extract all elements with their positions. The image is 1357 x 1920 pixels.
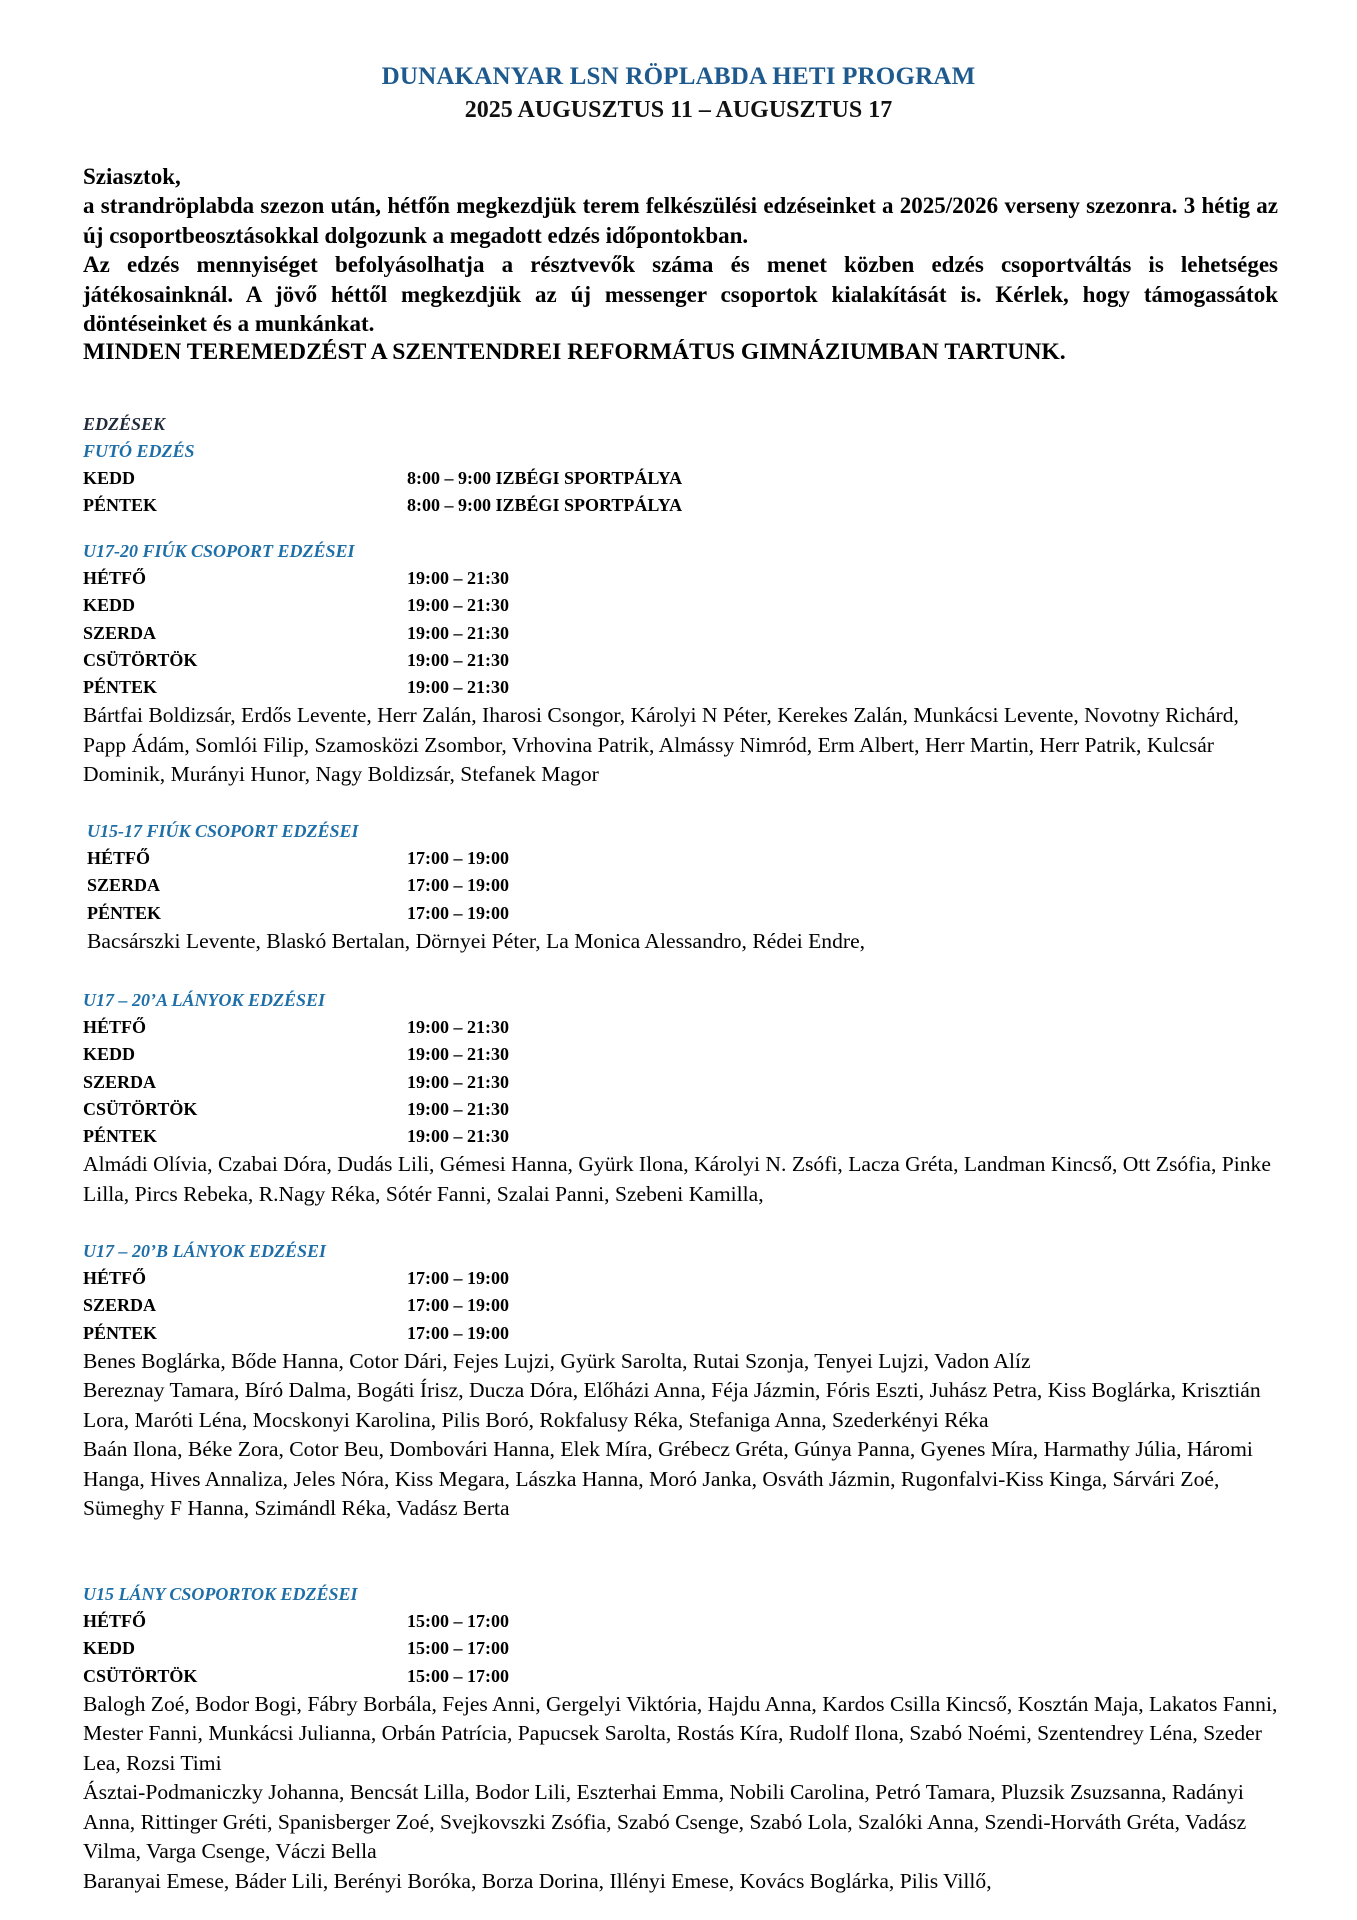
roster-paragraph: Balogh Zoé, Bodor Bogi, Fábry Borbála, Fejes Anni, Gergelyi Viktória, Hajdu Anna, Kardos Csilla Kincső, Kosztán Maja, Lakatos Fanni, Mester Fanni, Munkácsi Julianna, Orbán Patrícia, Papucsek Sarolta, Rostás Kíra, Rudolf Ilona, Szabó Noémi, Szentendrey Léna, Szeder Lea, Rozsi Timi xyxy=(83,1691,1278,1775)
schedule-row xyxy=(83,1096,1283,1123)
intro-greeting: Sziasztok, xyxy=(83,164,181,189)
schedule-row xyxy=(83,1320,1283,1347)
schedule-row xyxy=(83,1014,1283,1041)
section-u17-20b-girls xyxy=(83,1238,1283,1524)
trainings-heading: EDZÉSEK xyxy=(83,414,166,434)
schedule-row xyxy=(83,565,1283,592)
schedule-time: 17:00 – 19:00 xyxy=(407,1322,509,1343)
section-title-u15-girls: U15 LÁNY CSOPORTOK EDZÉSEI xyxy=(83,1584,358,1604)
schedule-row xyxy=(83,1663,1283,1690)
schedule-day: HÉTFŐ xyxy=(83,1268,147,1288)
schedule-day: SZERDA xyxy=(83,622,157,643)
schedule-row xyxy=(83,492,1283,519)
schedule-time: 19:00 – 21:30 xyxy=(407,677,509,698)
roster-paragraph: Baranyai Emese, Báder Lili, Berényi Boróka, Borza Dorina, Illényi Emese, Kovács Boglárka, Pilis Villő, xyxy=(83,1868,992,1893)
section-u15-girls xyxy=(83,1581,1283,1896)
schedule-time: 17:00 – 19:00 xyxy=(407,1268,509,1288)
schedule-row xyxy=(83,1041,1283,1068)
schedule-day: HÉTFŐ xyxy=(83,568,147,588)
roster xyxy=(83,1150,1283,1209)
schedule-time: 19:00 – 21:30 xyxy=(407,1071,509,1092)
schedule-time: 19:00 – 21:30 xyxy=(407,1126,509,1147)
schedule-day: PÉNTEK xyxy=(87,902,162,923)
schedule-day: KEDD xyxy=(83,468,136,488)
schedule-day: PÉNTEK xyxy=(83,1126,158,1147)
schedule-row xyxy=(87,845,1287,872)
roster-paragraph: Benes Boglárka, Bőde Hanna, Cotor Dári, Fejes Lujzi, Gyürk Sarolta, Rutai Szonja, Tenyei Lujzi, Vadon Alíz xyxy=(83,1348,1031,1373)
schedule-row xyxy=(83,592,1283,619)
section-u15-17-boys xyxy=(87,818,1287,956)
schedule-time: 17:00 – 19:00 xyxy=(407,875,509,896)
section-title-u15-17-boys: U15-17 FIÚK CSOPORT EDZÉSEI xyxy=(87,821,359,841)
roster-paragraph: Bártfai Boldizsár, Erdős Levente, Herr Zalán, Iharosi Csongor, Károlyi N Péter, Kerekes Zalán, Munkácsi Levente, Novotny Richárd, Papp Ádám, Somlói Filip, Szamosközi Zsombor, Vrhovina Patrik, Almássy Nimród, Erm Albert, Herr Martin, Herr Patrik, Kulcsár Dominik, Murányi Hunor, Nagy Boldizsár, Stefanek Magor xyxy=(83,703,1239,787)
schedule-time: 19:00 – 21:30 xyxy=(407,1098,509,1119)
section-running xyxy=(83,411,1283,520)
schedule-time: 17:00 – 19:00 xyxy=(407,848,509,868)
roster-paragraph: Baán Ilona, Béke Zora, Cotor Beu, Dombovári Hanna, Elek Míra, Grébecz Gréta, Gúnya Panna, Gyenes Míra, Harmathy Júlia, Háromi Hanga, Hives Annaliza, Jeles Nóra, Kiss Megara, Lászka Hanna, Moró Janka, Osváth Jázmin, Rugonfalvi-Kiss Kinga, Sárvári Zoé, Sümeghy F Hanna, Szimándl Réka, Vadász Berta xyxy=(83,1437,1253,1521)
schedule-day: HÉTFŐ xyxy=(83,1017,147,1037)
schedule-time: 17:00 – 19:00 xyxy=(407,1295,509,1316)
schedule-day: CSÜTÖRTÖK xyxy=(83,1665,198,1686)
document-title: DUNAKANYAR LSN RÖPLABDA HETI PROGRAM xyxy=(381,63,976,90)
schedule-day: PÉNTEK xyxy=(83,1322,158,1343)
schedule-row xyxy=(83,674,1283,701)
schedule-day: KEDD xyxy=(83,1638,136,1659)
section-u17-20-boys xyxy=(83,538,1283,790)
schedule-time: 15:00 – 17:00 xyxy=(407,1638,509,1659)
schedule-row xyxy=(83,1608,1283,1635)
schedule-row xyxy=(83,1292,1283,1319)
section-title-u17-20a-girls: U17 – 20’A LÁNYOK EDZÉSEI xyxy=(83,990,326,1010)
roster xyxy=(83,701,1283,790)
roster-paragraph: Almádi Olívia, Czabai Dóra, Dudás Lili, Gémesi Hanna, Gyürk Ilona, Károlyi N. Zsófi, Lacza Gréta, Landman Kincső, Ott Zsófia, Pinke Lilla, Pircs Rebeka, R.Nagy Réka, Sótér Fanni, Szalai Panni, Szebeni Kamilla, xyxy=(83,1152,1271,1206)
intro-paragraph-2: Az edzés mennyiséget befolyásolhatja a résztvevők száma és menet közben edzés csoportváltás is lehetséges játékosainknál. A jövő héttől megkezdjük az új messenger csoportok kialakítását is. Kérlek, hogy támogassátok döntéseinket és a munkánkat. xyxy=(83,252,1278,337)
schedule-row xyxy=(83,1069,1283,1096)
section-u17-20a-girls xyxy=(83,987,1283,1209)
schedule-row xyxy=(83,620,1283,647)
schedule-time: 15:00 – 17:00 xyxy=(407,1611,509,1631)
roster xyxy=(83,1347,1283,1524)
document-dates: 2025 AUGUSZTUS 11 – AUGUSZTUS 17 xyxy=(464,97,893,123)
schedule-time: 19:00 – 21:30 xyxy=(407,1044,509,1065)
intro-block xyxy=(83,162,1278,368)
schedule-time: 8:00 – 9:00 IZBÉGI SPORTPÁLYA xyxy=(407,468,683,488)
schedule-row xyxy=(83,1265,1283,1292)
intro-paragraph-1: a strandröplabda szezon után, hétfőn megkezdjük terem felkészülési edzéseinket a 2025/2026 verseny szezonra. 3 hétig az új csoportbeosztásokkal dolgozunk a megadott edzés időpontokban. xyxy=(83,193,1278,248)
roster xyxy=(83,1690,1283,1897)
schedule-time: 19:00 – 21:30 xyxy=(407,568,509,588)
schedule-day: KEDD xyxy=(83,595,136,616)
roster-paragraph: Bacsárszki Levente, Blaskó Bertalan, Dörnyei Péter, La Monica Alessandro, Rédei Endre, xyxy=(87,928,866,953)
schedule-day: PÉNTEK xyxy=(83,677,158,698)
schedule-time: 19:00 – 21:30 xyxy=(407,1017,509,1037)
schedule-row xyxy=(83,1635,1283,1662)
schedule-row xyxy=(83,1123,1283,1150)
schedule-time: 19:00 – 21:30 xyxy=(407,649,509,670)
schedule-day: PÉNTEK xyxy=(83,495,158,516)
schedule-time: 17:00 – 19:00 xyxy=(407,902,509,923)
section-title-running: FUTÓ EDZÉS xyxy=(83,441,195,461)
section-title-u17-20-boys: U17-20 FIÚK CSOPORT EDZÉSEI xyxy=(83,541,355,561)
intro-location: MINDEN TEREMEDZÉST A SZENTENDREI REFORMÁTUS GIMNÁZIUMBAN TARTUNK. xyxy=(83,339,1066,366)
schedule-row xyxy=(87,872,1287,899)
schedule-day: CSÜTÖRTÖK xyxy=(83,1098,198,1119)
schedule-row xyxy=(83,465,1283,492)
schedule-time: 15:00 – 17:00 xyxy=(407,1665,509,1686)
schedule-row xyxy=(83,647,1283,674)
roster xyxy=(87,927,1287,957)
schedule-day: HÉTFŐ xyxy=(87,848,151,868)
roster-paragraph: Bereznay Tamara, Bíró Dalma, Bogáti Írisz, Ducza Dóra, Előházi Anna, Féja Jázmin, Fóris Eszti, Juhász Petra, Kiss Boglárka, Krisztián Lora, Maróti Léna, Mocskonyi Karolina, Pilis Boró, Rokfalusy Réka, Stefaniga Anna, Szederkényi Réka xyxy=(83,1378,1261,1432)
roster-paragraph: Ásztai-Podmaniczky Johanna, Bencsát Lilla, Bodor Lili, Eszterhai Emma, Nobili Carolina, Petró Tamara, Pluzsik Zsuzsanna, Radányi Anna, Rittinger Gréti, Spanisberger Zoé, Svejkovszki Zsófia, Szabó Csenge, Szabó Lola, Szalóki Anna, Szendi-Horváth Gréta, Vadász Vilma, Varga Csenge, Váczi Bella xyxy=(83,1780,1247,1864)
schedule-time: 19:00 – 21:30 xyxy=(407,622,509,643)
section-title-u17-20b-girls: U17 – 20’B LÁNYOK EDZÉSEI xyxy=(83,1241,327,1261)
schedule-day: SZERDA xyxy=(83,1071,157,1092)
schedule-day: HÉTFŐ xyxy=(83,1611,147,1631)
schedule-time: 8:00 – 9:00 IZBÉGI SPORTPÁLYA xyxy=(407,495,683,516)
schedule-day: SZERDA xyxy=(87,875,161,896)
schedule-day: KEDD xyxy=(83,1044,136,1065)
schedule-day: CSÜTÖRTÖK xyxy=(83,649,198,670)
schedule-time: 19:00 – 21:30 xyxy=(407,595,509,616)
schedule-day: SZERDA xyxy=(83,1295,157,1316)
schedule-row xyxy=(87,900,1287,927)
